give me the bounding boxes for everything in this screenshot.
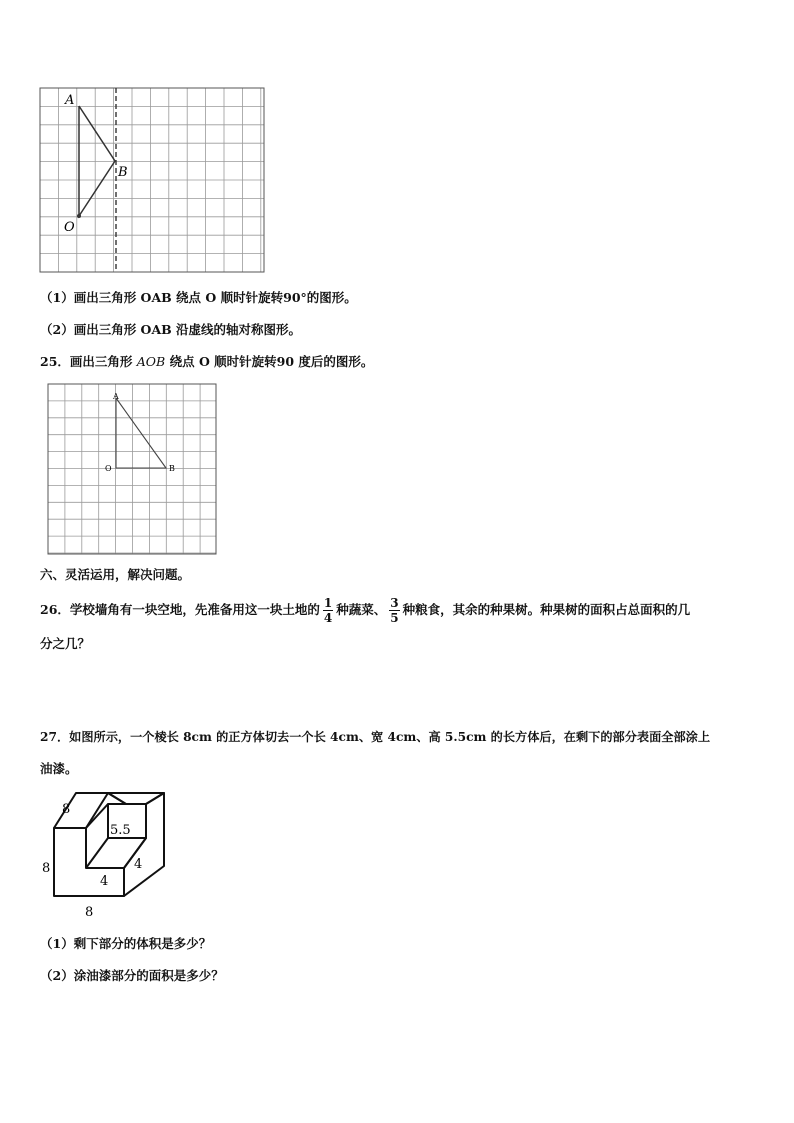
grid-lines-2 xyxy=(48,384,216,554)
label-bottom-8: 8 xyxy=(85,905,94,920)
label-a-2: A xyxy=(113,392,119,401)
q25-math: AOB xyxy=(136,354,166,369)
frac1-den: 4 xyxy=(323,611,333,625)
label-b-2: B xyxy=(169,464,175,473)
q27-line2: 油漆。 xyxy=(40,761,78,776)
grid-lines-1 xyxy=(40,88,264,272)
right-face xyxy=(124,793,164,896)
q26-part1: 26．学校墙角有一块空地，先准备用这一块土地的 xyxy=(40,602,320,617)
q25-prefix: 25．画出三角形 xyxy=(40,354,133,369)
q26-part2: 种蔬菜、 xyxy=(336,602,387,617)
q24-sub2: （2）画出三角形 OAB 沿虚线的轴对称图形。 xyxy=(40,322,302,337)
label-top-8: 8 xyxy=(62,802,71,817)
label-a: A xyxy=(65,93,75,108)
section-6-title: 六、灵活运用，解决问题。 xyxy=(40,567,191,582)
q26-line1 xyxy=(40,596,690,625)
q24-sub1: （1）画出三角形 OAB 绕点 O 顺时针旋转90°的图形。 xyxy=(40,290,357,305)
fraction-one-quarter xyxy=(323,596,333,625)
cube-figure xyxy=(40,790,170,920)
q27-sub1: （1）剩下部分的体积是多少？ xyxy=(40,936,212,951)
label-o-2: O xyxy=(105,464,112,473)
grid-figure-1 xyxy=(38,86,268,276)
q26-part3: 种粮食，其余的种果树。种果树的面积占总面积的几 xyxy=(402,602,691,617)
frac2-num: 3 xyxy=(390,596,399,610)
fraction-three-fifths xyxy=(389,596,399,625)
label-left-8: 8 xyxy=(42,861,51,876)
label-b: B xyxy=(118,165,128,180)
frac1-num: 1 xyxy=(323,596,333,610)
q26-line2: 分之几？ xyxy=(40,636,91,651)
grid-figure-2 xyxy=(46,382,220,558)
triangle-aob xyxy=(116,398,166,468)
q25-suffix: 绕点 O 顺时针旋转90 度后的图形。 xyxy=(169,354,374,369)
point-o xyxy=(77,214,81,218)
q27-sub2: （2）涂油漆部分的面积是多少？ xyxy=(40,968,224,983)
q25-title xyxy=(40,353,373,371)
triangle-oab xyxy=(79,106,115,216)
label-5-5: 5.5 xyxy=(110,823,131,838)
frac2-den: 5 xyxy=(390,611,399,625)
label-4-front: 4 xyxy=(100,874,109,889)
label-o: O xyxy=(64,220,75,235)
q27-line1: 27．如图所示，一个棱长 8cm 的正方体切去一个长 4cm、宽 4cm、高 5.5cm 的长方体后，在剩下的部分表面全部涂上 xyxy=(40,730,711,744)
label-4-side: 4 xyxy=(134,857,143,872)
